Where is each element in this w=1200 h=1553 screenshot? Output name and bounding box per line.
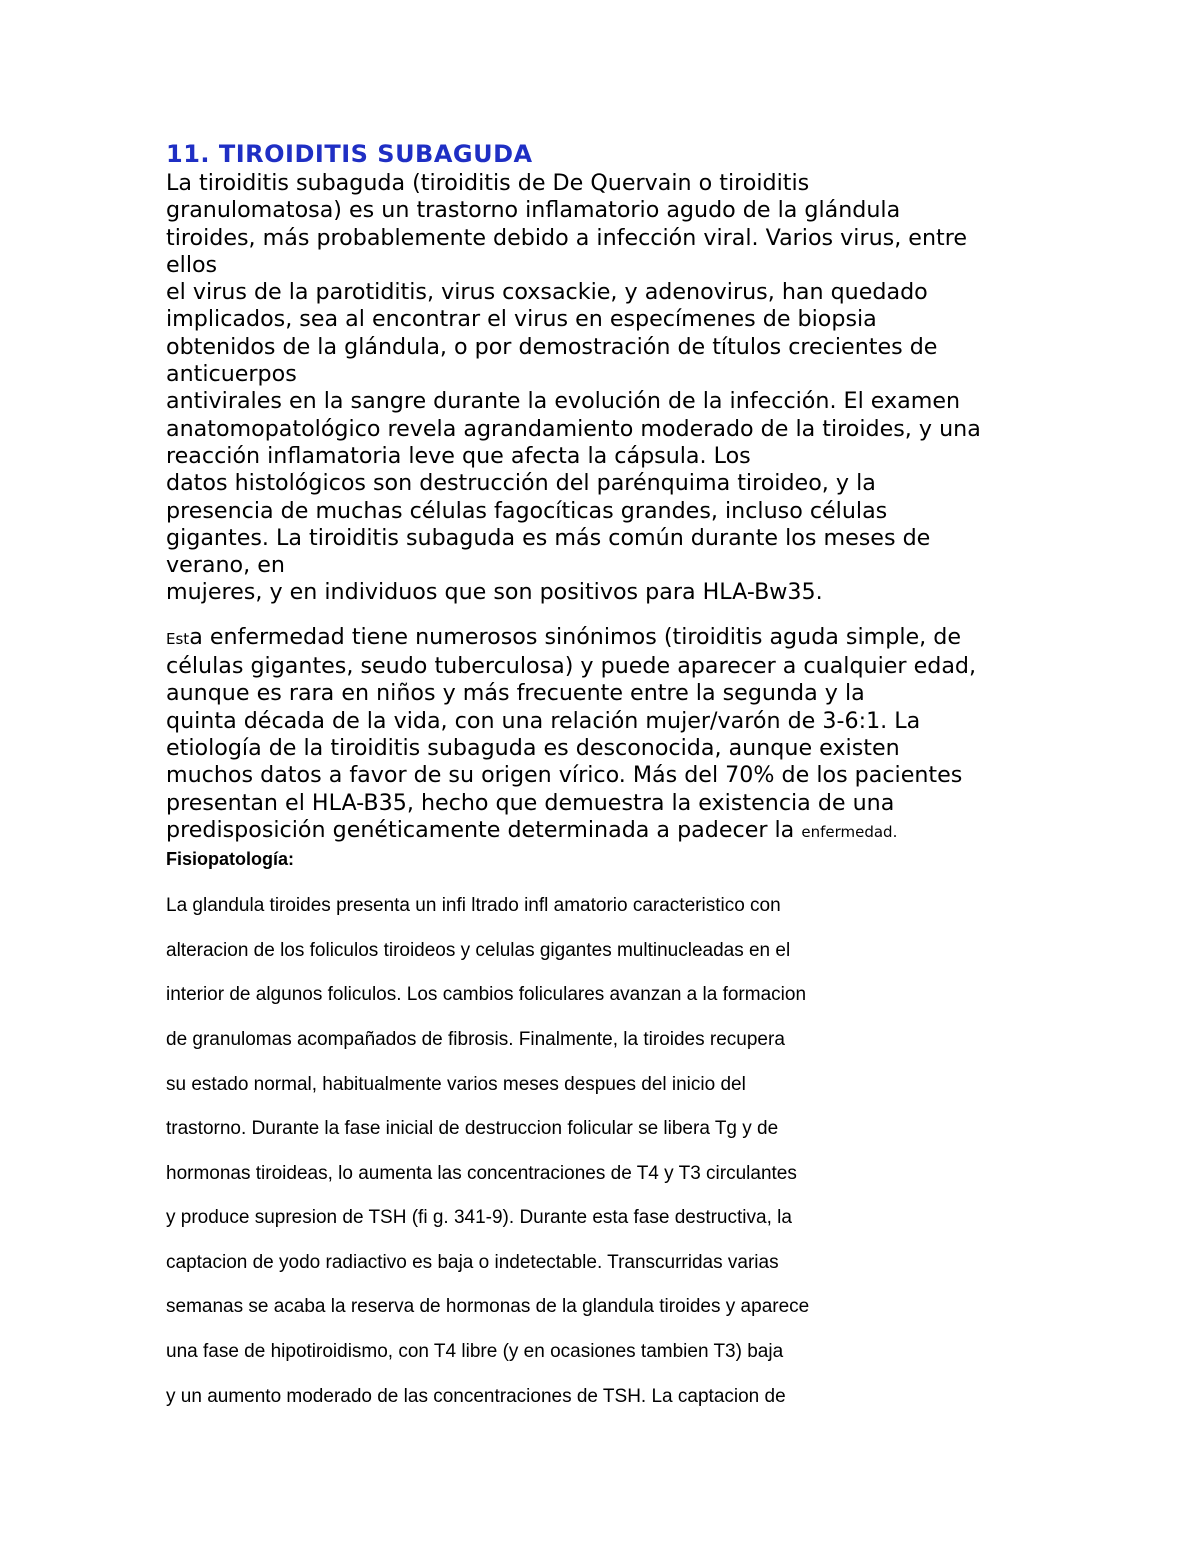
document-page bbox=[166, 138, 1046, 1419]
text-line: su estado normal, habitualmente varios meses despues del inicio del bbox=[166, 1073, 746, 1095]
text-line: La tiroiditis subaguda (tiroiditis de De Quervain o tiroiditis bbox=[166, 170, 810, 196]
text-line: mujeres, y en individuos que son positivos para HLA-Bw35. bbox=[166, 579, 823, 606]
text-line: interior de algunos foliculos. Los cambios foliculares avanzan a la formacion bbox=[166, 984, 807, 1006]
text-line: captacion de yodo radiactivo es baja o indetectable. Transcurridas varias bbox=[166, 1251, 779, 1273]
paragraph-intro bbox=[166, 170, 1046, 607]
text-line: granulomatosa) es un trastorno inflamatorio agudo de la glándula bbox=[166, 197, 901, 224]
text-line: verano, en bbox=[166, 552, 285, 579]
small-text: Est bbox=[166, 629, 190, 648]
text-line: datos histológicos son destrucción del parénquima tiroideo, y la bbox=[166, 470, 876, 497]
text-line: anatomopatológico revela agrandamiento moderado de la tiroides, y una bbox=[166, 415, 981, 442]
paragraph-synonyms bbox=[166, 624, 1046, 846]
text-line: gigantes. La tiroiditis subaguda es más común durante los meses de bbox=[166, 524, 931, 551]
text-line: y produce supresion de TSH (fi g. 341-9). Durante esta fase destructiva, la bbox=[166, 1207, 792, 1229]
text-line: de granulomas acompañados de fibrosis. Finalmente, la tiroides recupera bbox=[166, 1028, 785, 1050]
text-line: muchos datos a favor de su origen vírico. Más del 70% de los pacientes bbox=[166, 762, 963, 789]
text-line: ellos bbox=[166, 251, 218, 278]
subheading-fisiopatologia: Fisiopatología: bbox=[166, 849, 294, 870]
text-line: una fase de hipotiroidismo, con T4 libre (y en ocasiones tambien T3) baja bbox=[166, 1341, 784, 1363]
text-line bbox=[166, 817, 1046, 846]
text-line: presentan el HLA-B35, hecho que demuestra la existencia de una bbox=[166, 789, 895, 816]
text-run: predisposición genéticamente determinada a padecer la bbox=[166, 816, 802, 843]
text-line: aunque es rara en niños y más frecuente entre la segunda y la bbox=[166, 680, 865, 707]
text-line bbox=[166, 624, 1046, 653]
text-line: hormonas tiroideas, lo aumenta las concentraciones de T4 y T3 circulantes bbox=[166, 1162, 797, 1184]
text-line: implicados, sea al encontrar el virus en especímenes de biopsia bbox=[166, 306, 877, 333]
text-line: presencia de muchas células fagocíticas grandes, incluso células bbox=[166, 497, 888, 524]
text-line: semanas se acaba la reserva de hormonas de la glandula tiroides y aparece bbox=[166, 1296, 810, 1318]
text-line: el virus de la parotiditis, virus coxsackie, y adenovirus, han quedado bbox=[166, 279, 928, 306]
text-line: La glandula tiroides presenta un infi ltrado infl amatorio caracteristico con bbox=[166, 895, 781, 917]
text-line: antivirales en la sangre durante la evolución de la infección. El examen bbox=[166, 388, 961, 415]
text-line: quinta década de la vida, con una relación mujer/varón de 3-6:1. La bbox=[166, 707, 921, 734]
text-line: trastorno. Durante la fase inicial de destruccion folicular se libera Tg y de bbox=[166, 1118, 779, 1140]
text-line: células gigantes, seudo tuberculosa) y puede aparecer a cualquier edad, bbox=[166, 653, 977, 680]
text-line: y un aumento moderado de las concentraciones de TSH. La captacion de bbox=[166, 1385, 786, 1407]
section-title: 11. TIROIDITIS SUBAGUDA bbox=[166, 140, 533, 168]
small-text: enfermedad. bbox=[801, 822, 898, 841]
text-line: etiología de la tiroiditis subaguda es desconocida, aunque existen bbox=[166, 734, 900, 761]
text-line: alteracion de los foliculos tiroideos y celulas gigantes multinucleadas en el bbox=[166, 939, 791, 961]
text-run: a enfermedad tiene numerosos sinónimos (tiroiditis aguda simple, de bbox=[189, 623, 962, 650]
text-line: anticuerpos bbox=[166, 361, 297, 388]
text-line: reacción inflamatoria leve que afecta la cápsula. Los bbox=[166, 442, 751, 469]
text-line: tiroides, más probablemente debido a infección viral. Varios virus, entre bbox=[166, 224, 967, 251]
paragraph-pathophysiology bbox=[166, 884, 1046, 1419]
text-line: obtenidos de la glándula, o por demostración de títulos crecientes de bbox=[166, 333, 938, 360]
